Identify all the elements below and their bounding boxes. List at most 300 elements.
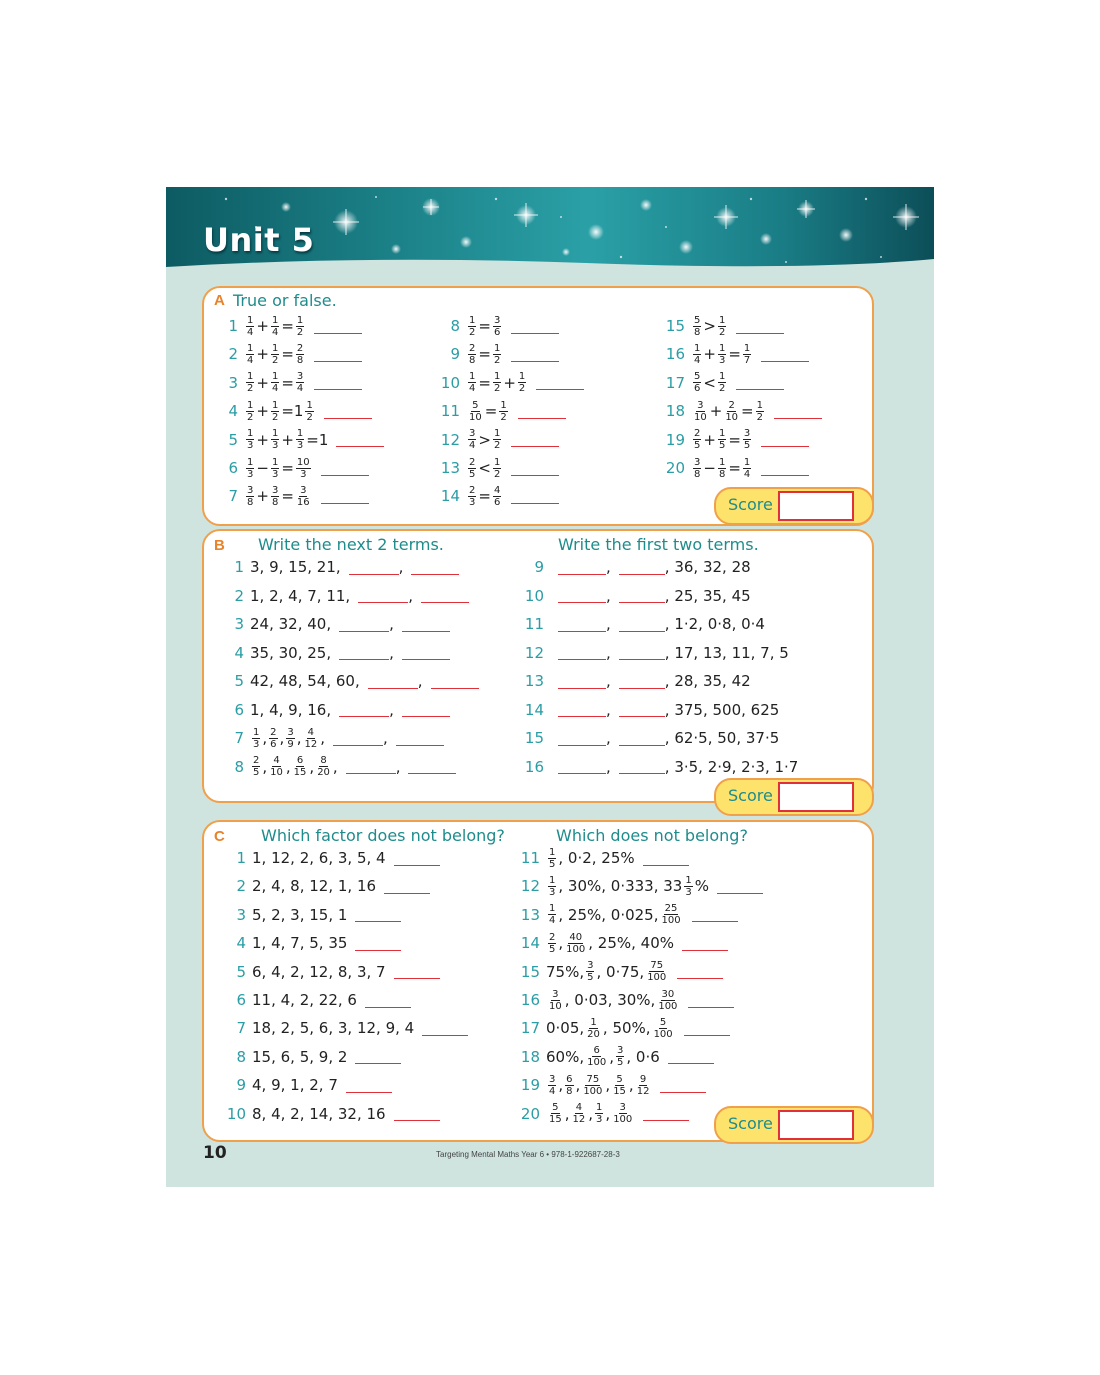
question-c-20 (516, 1100, 689, 1128)
denominator: 100 (613, 1114, 633, 1126)
answer-blank[interactable] (717, 879, 763, 894)
answer-blank[interactable] (422, 1021, 468, 1036)
denominator: 100 (661, 915, 681, 927)
fraction (296, 485, 311, 508)
answer-blank[interactable] (643, 851, 689, 866)
answer-blank[interactable] (355, 907, 401, 922)
numerator: 5 (472, 399, 479, 411)
expression-text: = (281, 345, 294, 364)
numerator: 1 (685, 874, 692, 886)
answer-blank[interactable] (677, 964, 723, 979)
numerator: 1 (247, 314, 254, 326)
expression-text: + (503, 373, 516, 392)
denominator: 7 (743, 354, 751, 366)
answer-blank[interactable] (558, 674, 606, 689)
answer-blank[interactable] (668, 1049, 714, 1064)
answer-blank[interactable] (368, 674, 418, 689)
question-number: 2 (236, 877, 246, 896)
question-b-12 (520, 639, 789, 667)
fraction (252, 755, 260, 778)
denominator: 6 (694, 383, 701, 395)
answer-blank[interactable] (736, 319, 784, 334)
answer-blank[interactable] (518, 404, 566, 419)
expression-text: = (484, 402, 498, 421)
answer-blank[interactable] (431, 674, 479, 689)
question-number: 3 (236, 905, 246, 924)
comma: , (309, 757, 315, 776)
answer-blank[interactable] (558, 731, 606, 746)
fraction (271, 485, 279, 508)
fraction (743, 343, 751, 366)
question-number: 11 (520, 849, 540, 867)
expression-text: = (478, 373, 491, 392)
answer-blank[interactable] (619, 702, 665, 717)
numerator: 1 (549, 846, 556, 858)
question-b-8 (224, 753, 456, 781)
section-a-score-field[interactable] (778, 491, 854, 521)
numerator: 1 (271, 314, 279, 326)
fraction (718, 428, 726, 451)
expression-text: 1 (293, 402, 304, 421)
question-c-17 (516, 1014, 730, 1042)
denominator: 3 (469, 496, 476, 508)
expression-text: , 0·2, 25% (558, 849, 635, 867)
question-number: 12 (440, 430, 460, 449)
expression-text: , 25%, 0·025, (558, 905, 659, 924)
answer-blank[interactable] (339, 617, 389, 632)
fraction (468, 428, 476, 451)
fraction (657, 989, 678, 1012)
worksheet-page (166, 187, 934, 1187)
fraction (499, 400, 507, 423)
numerator: 1 (718, 456, 726, 468)
answer-blank[interactable] (346, 1078, 392, 1093)
question-a-7 (212, 482, 369, 510)
expression-text: , (628, 1076, 634, 1095)
denominator: 15 (293, 767, 307, 778)
denominator: 2 (493, 354, 501, 366)
comma: , (395, 757, 401, 776)
expression-text: 1 (318, 430, 329, 449)
section-b-score (714, 778, 874, 816)
fraction (693, 371, 701, 394)
question-number: 15 (520, 962, 540, 981)
numerator: 3 (616, 1045, 624, 1057)
denominator: 5 (694, 440, 701, 452)
answer-blank[interactable] (402, 645, 450, 660)
fraction (548, 875, 556, 898)
question-number: 11 (524, 615, 544, 633)
answer-blank[interactable] (619, 588, 665, 603)
numerator: 1 (756, 399, 763, 411)
answer-blank[interactable] (411, 560, 459, 575)
question-number: 9 (236, 1076, 246, 1095)
question-number: 1 (228, 317, 238, 335)
expression-text: = (741, 402, 754, 421)
expression-text: 75%, (546, 962, 585, 981)
numerator: 2 (270, 726, 277, 738)
fraction (293, 755, 308, 778)
expression-text: + (703, 430, 716, 449)
answer-blank[interactable] (394, 964, 440, 979)
section-a-box (202, 286, 874, 526)
question-a-4 (212, 397, 372, 425)
numerator: 30 (661, 988, 675, 1000)
fraction (718, 371, 726, 394)
answer-blank[interactable] (688, 993, 734, 1008)
section-c-score-field[interactable] (778, 1110, 854, 1140)
question-number: 6 (236, 991, 246, 1009)
answer-blank[interactable] (358, 588, 408, 603)
question-c-3 (224, 901, 401, 929)
answer-blank[interactable] (558, 588, 606, 603)
question-c-16 (516, 986, 734, 1014)
denominator: 4 (271, 383, 279, 395)
question-c-2 (224, 872, 430, 900)
denominator: 8 (718, 468, 726, 480)
answer-blank[interactable] (558, 702, 606, 717)
fraction (246, 485, 254, 508)
comma: , (382, 729, 388, 747)
answer-blank[interactable] (339, 645, 389, 660)
denominator: 10 (270, 767, 283, 778)
fraction (493, 457, 501, 480)
expression-text: , (558, 934, 564, 953)
numerator: 1 (743, 342, 751, 354)
answer-blank[interactable] (321, 461, 369, 476)
expression-text: > (703, 317, 716, 335)
numerator: 3 (493, 314, 501, 326)
answer-blank[interactable] (355, 936, 401, 951)
section-c-instruction-right: Which does not belong? (556, 826, 748, 845)
question-c-12 (516, 872, 763, 900)
expression-text: , 50%, (602, 1019, 651, 1038)
numerator: 1 (493, 342, 501, 354)
sequence-text: , 28, 35, 42 (664, 672, 751, 690)
answer-blank[interactable] (558, 759, 606, 774)
answer-blank[interactable] (394, 1106, 440, 1121)
expression-text: + (256, 487, 269, 506)
numerator: 3 (296, 371, 304, 383)
comma: , (389, 615, 394, 633)
answer-blank[interactable] (660, 1078, 706, 1093)
answer-blank[interactable] (355, 1049, 401, 1064)
answer-blank[interactable] (558, 560, 606, 575)
numerator: 3 (587, 960, 594, 972)
denominator: 3 (253, 738, 260, 750)
comma: , (262, 757, 268, 776)
expression-text: − (703, 459, 716, 477)
answer-blank[interactable] (365, 993, 411, 1008)
denominator: 3 (296, 440, 304, 452)
answer-blank[interactable] (349, 560, 399, 575)
numerator: 5 (659, 1016, 667, 1028)
sequence-text: 18, 2, 5, 6, 3, 12, 9, 4 (252, 1019, 415, 1038)
denominator: 4 (549, 1085, 556, 1097)
numerator: 1 (296, 314, 304, 326)
answer-blank[interactable] (558, 617, 606, 632)
question-c-13 (516, 901, 738, 929)
answer-blank[interactable] (684, 1021, 730, 1036)
fraction (548, 1102, 563, 1125)
denominator: 10 (725, 411, 739, 423)
denominator: 2 (756, 411, 763, 423)
question-a-12 (434, 426, 559, 454)
question-c-5 (224, 958, 440, 986)
answer-blank[interactable] (761, 347, 809, 362)
question-number: 18 (665, 402, 685, 421)
fraction (246, 400, 254, 423)
denominator: 3 (549, 886, 556, 898)
fraction (468, 315, 476, 338)
answer-blank[interactable] (619, 645, 665, 660)
expression-text: = (281, 487, 294, 506)
expression-text: > (478, 430, 491, 449)
numerator: 1 (549, 903, 556, 915)
question-number: 14 (440, 487, 460, 506)
answer-blank[interactable] (643, 1106, 689, 1121)
expression-text: , (575, 1076, 581, 1095)
numerator: 1 (271, 342, 279, 354)
question-b-7 (224, 724, 444, 752)
question-number: 8 (234, 757, 244, 776)
sequence-text: , 3·5, 2·9, 2·3, 1·7 (664, 757, 799, 776)
expression-text: − (256, 459, 269, 477)
score-label: Score (728, 786, 773, 805)
section-b-letter: B (214, 537, 225, 554)
numerator: 3 (549, 1073, 556, 1085)
denominator: 8 (469, 354, 476, 366)
answer-blank[interactable] (511, 461, 559, 476)
denominator: 8 (566, 1085, 573, 1097)
fraction (246, 428, 254, 451)
fraction (252, 727, 260, 750)
sequence-text: 24, 32, 40, (250, 615, 332, 633)
expression-text: , (609, 1047, 614, 1066)
fraction (493, 428, 501, 451)
answer-blank[interactable] (336, 432, 384, 447)
fraction (468, 371, 476, 394)
denominator: 4 (549, 915, 556, 927)
question-b-13 (520, 667, 751, 695)
denominator: 2 (247, 383, 254, 395)
sequence-text: 35, 30, 25, (250, 643, 332, 662)
fraction (305, 400, 313, 423)
fraction (693, 343, 701, 366)
expression-text: = (281, 402, 294, 421)
numerator: 1 (247, 428, 254, 440)
comma: , (606, 700, 611, 719)
denominator: 20 (317, 767, 330, 778)
expression-text: , 0·75, (596, 962, 645, 981)
question-a-13 (434, 454, 559, 482)
question-number: 7 (234, 729, 244, 747)
expression-text: + (256, 317, 269, 335)
denominator: 12 (636, 1085, 650, 1097)
answer-blank[interactable] (511, 432, 559, 447)
denominator: 3 (300, 468, 307, 480)
answer-blank[interactable] (324, 404, 372, 419)
fraction (316, 755, 331, 778)
numerator: 1 (306, 399, 313, 411)
expression-text: = (478, 487, 491, 506)
question-a-5 (212, 426, 384, 454)
answer-blank[interactable] (511, 489, 559, 504)
fraction (271, 400, 279, 423)
question-a-14 (434, 482, 559, 510)
denominator: 12 (304, 738, 318, 750)
question-a-2 (212, 340, 362, 368)
answer-blank[interactable] (384, 879, 430, 894)
sequence-text: , 62·5, 50, 37·5 (664, 729, 780, 747)
fraction (493, 315, 501, 338)
answer-blank[interactable] (619, 759, 665, 774)
question-c-4 (224, 929, 401, 957)
answer-blank[interactable] (736, 375, 784, 390)
fraction (271, 343, 279, 366)
answer-blank[interactable] (333, 731, 383, 746)
numerator: 2 (469, 484, 476, 496)
numerator: 6 (566, 1073, 573, 1085)
fraction (518, 371, 526, 394)
question-a-16 (659, 340, 809, 368)
answer-blank[interactable] (761, 461, 809, 476)
sequence-text: , 36, 32, 28 (664, 558, 751, 576)
question-number: 13 (520, 905, 540, 924)
denominator: 15 (613, 1085, 626, 1097)
sequence-text: 42, 48, 54, 60, (250, 672, 360, 690)
answer-blank[interactable] (619, 731, 665, 746)
question-number: 4 (234, 643, 244, 662)
fraction (684, 875, 692, 898)
question-number: 15 (665, 317, 685, 335)
answer-blank[interactable] (314, 375, 362, 390)
question-number: 2 (234, 586, 244, 605)
denominator: 5 (743, 440, 751, 452)
question-a-6 (212, 454, 369, 482)
sequence-text: 15, 6, 5, 9, 2 (252, 1047, 348, 1066)
denominator: 2 (500, 411, 507, 423)
comma: , (606, 643, 611, 662)
denominator: 100 (653, 1028, 673, 1040)
fraction (271, 428, 279, 451)
answer-blank[interactable] (421, 588, 469, 603)
fraction (548, 1074, 556, 1097)
sequence-text: 8, 4, 2, 14, 32, 16 (252, 1104, 386, 1123)
question-number: 17 (520, 1019, 540, 1038)
answer-blank[interactable] (511, 347, 559, 362)
numerator: 3 (300, 484, 307, 496)
expression-text: = (478, 345, 491, 364)
answer-blank[interactable] (402, 702, 450, 717)
denominator: 9 (287, 738, 294, 750)
question-a-19 (659, 426, 809, 454)
answer-blank[interactable] (396, 731, 444, 746)
question-c-18 (516, 1043, 714, 1071)
question-number: 16 (520, 991, 540, 1009)
fraction (586, 960, 594, 983)
denominator: 2 (469, 326, 476, 338)
denominator: 2 (493, 440, 501, 452)
answer-blank[interactable] (511, 319, 559, 334)
answer-blank[interactable] (536, 375, 584, 390)
answer-blank[interactable] (761, 432, 809, 447)
fraction (693, 428, 701, 451)
denominator: 4 (247, 326, 254, 338)
numerator: 1 (247, 342, 254, 354)
fraction (493, 343, 501, 366)
answer-blank[interactable] (619, 560, 665, 575)
expression-text: + (709, 402, 723, 421)
comma: , (606, 729, 611, 747)
section-c-score (714, 1106, 874, 1144)
answer-blank[interactable] (408, 759, 456, 774)
numerator: 4 (307, 726, 315, 738)
fraction (303, 727, 318, 750)
comma: , (417, 672, 423, 690)
question-b-15 (520, 724, 779, 752)
answer-blank[interactable] (321, 489, 369, 504)
question-c-11 (516, 844, 689, 872)
answer-blank[interactable] (692, 907, 738, 922)
expression-text: + (256, 345, 269, 364)
sequence-text: , 1·2, 0·8, 0·4 (664, 615, 765, 633)
denominator: 4 (296, 383, 304, 395)
fraction (661, 903, 682, 926)
answer-blank[interactable] (402, 617, 450, 632)
answer-blank[interactable] (314, 347, 362, 362)
fraction (572, 1102, 587, 1125)
question-a-18 (659, 397, 822, 425)
answer-blank[interactable] (619, 674, 665, 689)
answer-blank[interactable] (339, 702, 389, 717)
answer-blank[interactable] (619, 617, 665, 632)
question-number: 19 (665, 430, 685, 449)
fraction (693, 457, 701, 480)
section-c-instruction-left: Which factor does not belong? (261, 826, 505, 845)
expression-text: , (605, 1076, 611, 1095)
denominator: 2 (493, 468, 501, 480)
numerator: 1 (253, 726, 260, 738)
question-number: 13 (440, 459, 460, 477)
answer-blank[interactable] (558, 645, 606, 660)
fraction (612, 1102, 633, 1125)
fraction (296, 315, 304, 338)
question-a-8 (434, 312, 559, 340)
question-number: 16 (665, 345, 685, 364)
page-number: 10 (203, 1143, 227, 1163)
unit-title: Unit 5 (203, 221, 315, 259)
section-b-score-field[interactable] (778, 782, 854, 812)
answer-blank[interactable] (314, 319, 362, 334)
comma: , (606, 586, 611, 605)
fraction (565, 1074, 573, 1097)
comma: , (398, 558, 404, 576)
answer-blank[interactable] (774, 404, 822, 419)
answer-blank[interactable] (394, 851, 440, 866)
numerator: 2 (296, 342, 304, 354)
comma: , (320, 729, 325, 747)
denominator: 15 (549, 1114, 562, 1126)
numerator: 2 (728, 399, 735, 411)
fraction (246, 343, 254, 366)
answer-blank[interactable] (346, 759, 396, 774)
answer-blank[interactable] (682, 936, 728, 951)
section-b-box (202, 529, 874, 803)
denominator: 4 (247, 354, 254, 366)
denominator: 5 (587, 972, 594, 984)
question-number: 11 (440, 402, 460, 421)
